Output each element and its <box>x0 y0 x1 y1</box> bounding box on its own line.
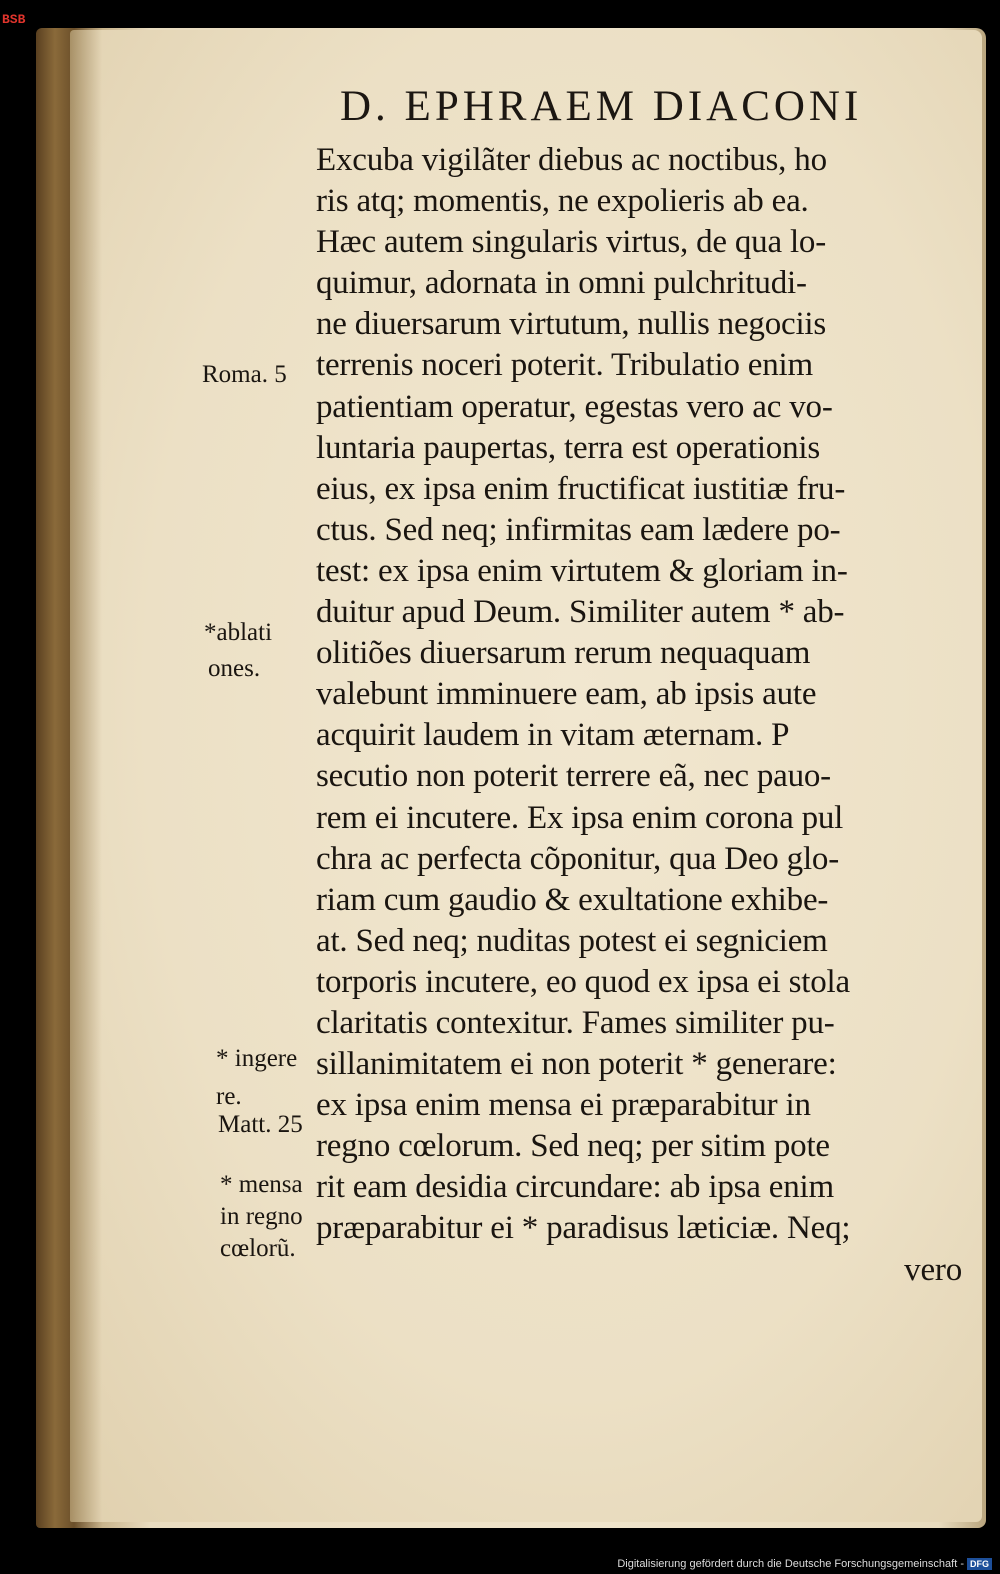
text-line: olitiões diuersarum rerum nequaquam <box>316 635 811 672</box>
margin-note-mensa: * mensa <box>220 1171 303 1198</box>
footer-text: Digitalisierung gefördert durch die Deutsche Forschungsgemeinschaft - <box>617 1558 964 1570</box>
text-line: duitur apud Deum. Similiter autem * ab- <box>316 594 845 631</box>
text-line: quimur, adornata in omni pulchritudi- <box>316 265 807 302</box>
margin-note-ingere-cont: re. <box>216 1083 242 1110</box>
text-line: ne diuersarum virtutum, nullis negociis <box>316 306 827 343</box>
text-line: acquirit laudem in vitam æternam. P <box>316 717 790 754</box>
text-line: torporis incutere, eo quod ex ipsa ei stola <box>316 963 850 1000</box>
text-line: ris atq; momentis, ne expolieris ab ea. <box>316 183 809 220</box>
margin-note-ablati-cont: ones. <box>208 655 261 682</box>
catchword: vero <box>904 1251 962 1288</box>
margin-note-matt: Matt. 25 <box>218 1111 303 1138</box>
body-text <box>316 140 962 1291</box>
page-running-header: D. EPHRAEM DIACONI <box>340 83 863 130</box>
dfg-logo: DFG <box>967 1558 992 1570</box>
text-line: secutio non poterit terrere eã, nec pauo- <box>316 758 831 795</box>
text-line: ctus. Sed neq; infirmitas eam lædere po- <box>316 511 841 548</box>
text-line: test: ex ipsa enim virtutem & gloriam in- <box>316 552 848 589</box>
text-line: Hæc autem singularis virtus, de qua lo- <box>316 224 827 261</box>
text-line: valebunt imminuere eam, ab ipsis aute <box>316 676 817 713</box>
text-line: rem ei incutere. Ex ipsa enim corona pul <box>316 799 844 836</box>
text-line: sillanimitatem ei non poterit * generare: <box>316 1046 837 1083</box>
text-line: præparabitur ei * paradisus læticiæ. Neq; <box>316 1210 851 1247</box>
margin-note-mensa-end: cœlorũ. <box>220 1235 296 1262</box>
text-line: rit eam desidia circundare: ab ipsa enim <box>316 1169 834 1206</box>
text-line: chra ac perfecta cõponitur, qua Deo glo- <box>316 840 839 877</box>
margin-note-ablati: *ablati <box>204 619 273 646</box>
library-stamp: BSB <box>2 12 26 27</box>
text-line: ex ipsa enim mensa ei præparabitur in <box>316 1087 811 1124</box>
text-line: regno cœlorum. Sed neq; per sitim pote <box>316 1128 830 1165</box>
text-line: Excuba vigilãter diebus ac noctibus, ho <box>316 142 827 178</box>
margin-note-roma: Roma. 5 <box>202 361 287 388</box>
text-line: eius, ex ipsa enim fructificat iustitiæ fru- <box>316 470 846 507</box>
text-line: claritatis contexitur. Fames similiter pu- <box>316 1004 835 1041</box>
digitization-footer <box>617 1558 992 1570</box>
margin-note-ingere: * ingere <box>216 1045 298 1072</box>
text-line: luntaria paupertas, terra est operationis <box>316 429 821 466</box>
text-line: at. Sed neq; nuditas potest ei segniciem <box>316 922 828 959</box>
margin-note-mensa-cont: in regno <box>220 1203 303 1230</box>
text-line: patientiam operatur, egestas vero ac vo- <box>316 388 833 425</box>
text-line: riam cum gaudio & exultatione exhibe- <box>316 881 829 918</box>
text-line: terrenis noceri poterit. Tribulatio enim <box>316 347 813 384</box>
